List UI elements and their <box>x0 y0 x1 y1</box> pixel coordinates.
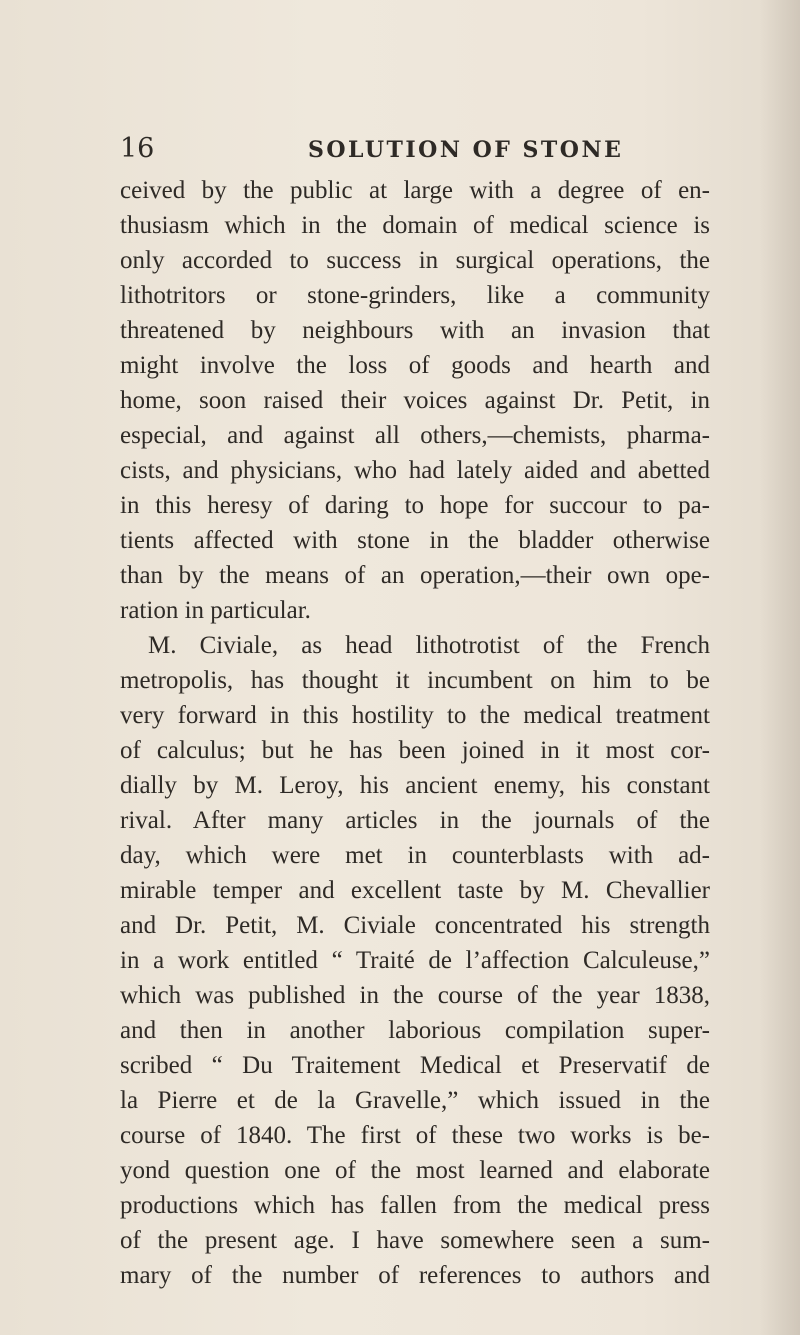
text-line: and then in another laborious compilation super- <box>120 1017 710 1044</box>
paragraph-last-line: ration in particular. <box>120 597 311 624</box>
text-line: productions which has fallen from the medical press <box>120 1192 710 1219</box>
text-line: than by the means of an operation,—their own ope- <box>120 562 710 589</box>
page-number: 16 <box>120 133 155 164</box>
text-line: metropolis, has thought it incumbent on him to be <box>120 667 710 694</box>
text-line: thusiasm which in the domain of medical science is <box>120 212 710 239</box>
text-line: very forward in this hostility to the medical treatment <box>120 702 710 729</box>
text-line: in this heresy of daring to hope for succour to pa- <box>120 492 710 519</box>
page-edge-shadow <box>760 0 800 1335</box>
text-line: scribed “ Du Traitement Medical et Preservatif de <box>120 1052 710 1079</box>
text-line: course of 1840. The first of these two works is be- <box>120 1122 710 1149</box>
text-line: of calculus; but he has been joined in it most cor- <box>120 737 710 764</box>
text-line: cists, and physicians, who had lately aided and abetted <box>120 457 710 484</box>
text-line: dially by M. Leroy, his ancient enemy, his constant <box>120 772 710 799</box>
text-line: ceived by the public at large with a degree of en- <box>120 177 710 204</box>
text-line: day, which were met in counterblasts with ad- <box>120 842 710 869</box>
text-line: in a work entitled “ Traité de l’affection Calculeuse,” <box>120 947 710 974</box>
text-line: la Pierre et de la Gravelle,” which issued in the <box>120 1087 710 1114</box>
text-line: especial, and against all others,—chemists, pharma- <box>120 422 710 449</box>
running-head: SOLUTION OF STONE <box>308 137 624 163</box>
text-line: and Dr. Petit, M. Civiale concentrated his strength <box>120 912 710 939</box>
page-header <box>120 132 720 166</box>
text-line: home, soon raised their voices against Dr. Petit, in <box>120 387 710 414</box>
text-line: rival. After many articles in the journals of the <box>120 807 710 834</box>
text-line: mary of the number of references to authors and <box>120 1262 710 1289</box>
text-line: yond question one of the most learned and elaborate <box>120 1157 710 1184</box>
body-text <box>120 173 710 1293</box>
text-line: mirable temper and excellent taste by M. Chevallier <box>120 877 710 904</box>
paragraph-first-line: M. Civiale, as head lithotrotist of the French <box>148 632 710 659</box>
text-line: threatened by neighbours with an invasion that <box>120 317 710 344</box>
text-line: lithotritors or stone-grinders, like a community <box>120 282 710 309</box>
text-line: which was published in the course of the year 1838, <box>120 982 710 1009</box>
text-line: might involve the loss of goods and hearth and <box>120 352 710 379</box>
text-line: tients affected with stone in the bladder otherwise <box>120 527 710 554</box>
text-line: only accorded to success in surgical operations, the <box>120 247 710 274</box>
text-line: of the present age. I have somewhere seen a sum- <box>120 1227 710 1254</box>
